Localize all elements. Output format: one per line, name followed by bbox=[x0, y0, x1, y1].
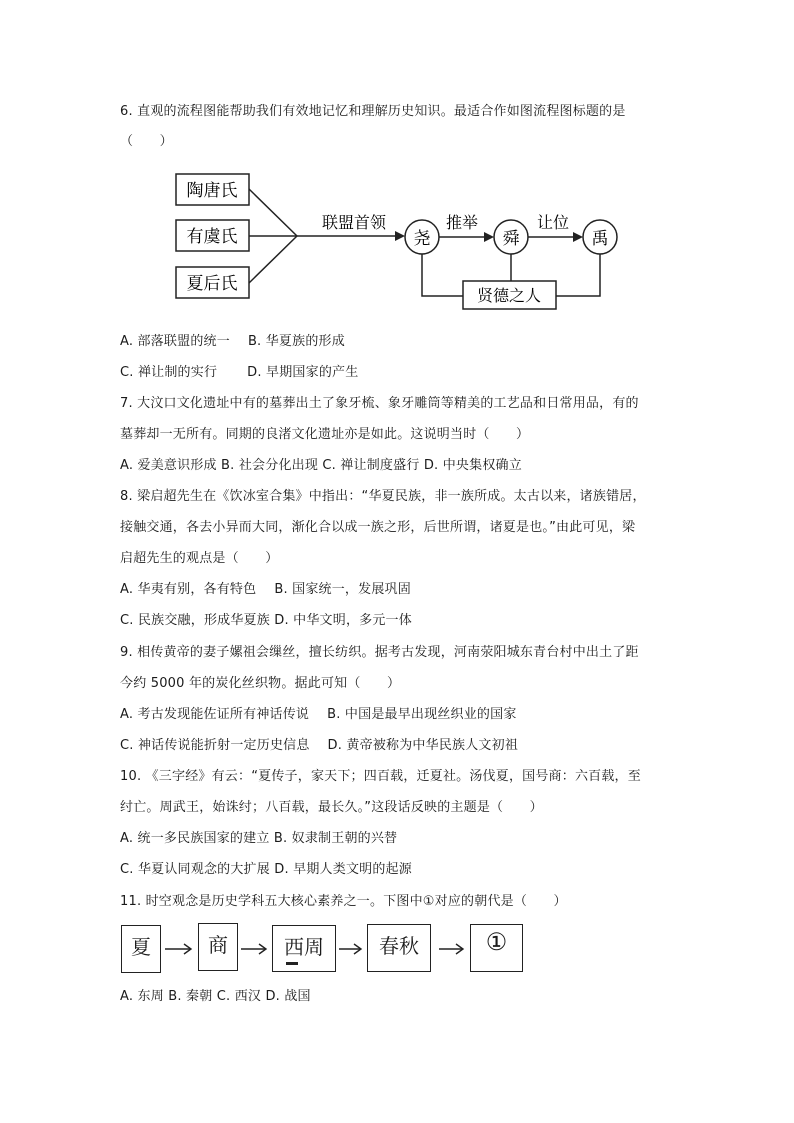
dynasty-label-shang: 商 bbox=[208, 933, 228, 957]
q8-line-1: 8. 梁启超先生在《饮冰室合集》中指出：“华夏民族，非一族所成。太古以来，诸族错居， bbox=[120, 489, 646, 504]
q9-option-b[interactable]: B. 中国是最早出现丝织业的国家 bbox=[327, 707, 517, 722]
ruler-shun: 舜 bbox=[502, 229, 520, 249]
q10-options-ab[interactable]: A. 统一多民族国家的建立 B. 奴隶制王朝的兴替 bbox=[120, 831, 398, 846]
q11-options[interactable]: A. 东周 B. 秦朝 C. 西汉 D. 战国 bbox=[120, 989, 311, 1004]
q9-option-c[interactable]: C. 神话传说能折射一定历史信息 bbox=[120, 738, 310, 753]
q6-option-b[interactable]: B. 华夏族的形成 bbox=[247, 334, 345, 349]
q6-option-c[interactable]: C. 禅让制的实行 bbox=[120, 365, 218, 380]
arrow1-label: 推举 bbox=[445, 213, 479, 232]
dynasty-label-xia: 夏 bbox=[131, 935, 151, 959]
bottom-label: 贤德之人 bbox=[476, 286, 542, 305]
q7-line-1: 7. 大汶口文化遗址中有的墓葬出土了象牙梳、象牙雕筒等精美的工艺品和日常用品，有的 bbox=[120, 396, 639, 411]
tribe-label-2: 有虞氏 bbox=[186, 227, 238, 247]
ruler-yu: 禹 bbox=[591, 229, 609, 249]
q9-option-d[interactable]: D. 黄帝被称为中华民族人文初祖 bbox=[327, 738, 519, 753]
q11-stem: 11. 时空观念是历史学科五大核心素养之一。下图中①对应的朝代是（ ） bbox=[120, 894, 567, 909]
ruler-yao: 尧 bbox=[413, 229, 431, 249]
q9-line-2: 今约 5000 年的炭化丝织物。据此可知（ ） bbox=[120, 676, 401, 691]
q7-line-2: 墓葬却一无所有。同期的良渚文化遗址亦是如此。这说明当时（ ） bbox=[120, 427, 530, 442]
alliance-label: 联盟首领 bbox=[321, 213, 387, 232]
dynasty-label-unknown: ① bbox=[485, 928, 508, 956]
q10-options-cd[interactable]: C. 华夏认同观念的大扩展 D. 早期人类文明的起源 bbox=[120, 862, 412, 877]
q8-line-2: 接触交通，各去小异而大同，渐化合以成一族之形，后世所谓，诸夏是也。”由此可见，梁 bbox=[120, 520, 636, 535]
q8-options-cd[interactable]: C. 民族交融，形成华夏族 D. 中华文明，多元一体 bbox=[120, 613, 412, 628]
tribe-label-1: 陶唐氏 bbox=[186, 181, 238, 201]
q10-line-2: 纣亡。周武王，始诛纣；八百载，最长久。”这段话反映的主题是（ ） bbox=[120, 800, 543, 815]
q6-option-d[interactable]: D. 早期国家的产生 bbox=[247, 365, 359, 380]
arrow2-label: 让位 bbox=[536, 213, 570, 232]
q8-option-b[interactable]: B. 国家统一，发展巩固 bbox=[274, 582, 411, 597]
dynasty-label-xizhou: 西周 bbox=[284, 935, 324, 959]
q8-option-a[interactable]: A. 华夷有别，各有特色 bbox=[120, 582, 257, 597]
q9-option-a[interactable]: A. 考古发现能佐证所有神话传说 bbox=[120, 707, 310, 722]
q8-line-3: 启超先生的观点是（ ） bbox=[120, 551, 279, 566]
q10-line-1: 10. 《三字经》有云：“夏传子，家天下；四百载，迁夏社。汤伐夏，国号商：六百载，至 bbox=[120, 769, 641, 784]
q9-line-1: 9. 相传黄帝的妻子嫘祖会缫丝，擅长纺织。据考古发现，河南荥阳城东青台村中出土了距 bbox=[120, 645, 639, 660]
dynasty-label-chunqiu: 春秋 bbox=[379, 934, 419, 958]
q6-stem: 6. 直观的流程图能帮助我们有效地记忆和理解历史知识。最适合作如图流程图标题的是 bbox=[120, 104, 626, 119]
q7-options[interactable]: A. 爱美意识形成 B. 社会分化出现 C. 禅让制度盛行 D. 中央集权确立 bbox=[120, 458, 522, 473]
q6-paren: （ ） bbox=[120, 134, 173, 149]
q6-option-a[interactable]: A. 部落联盟的统一 bbox=[120, 334, 230, 349]
tribe-label-3: 夏后氏 bbox=[186, 274, 238, 294]
